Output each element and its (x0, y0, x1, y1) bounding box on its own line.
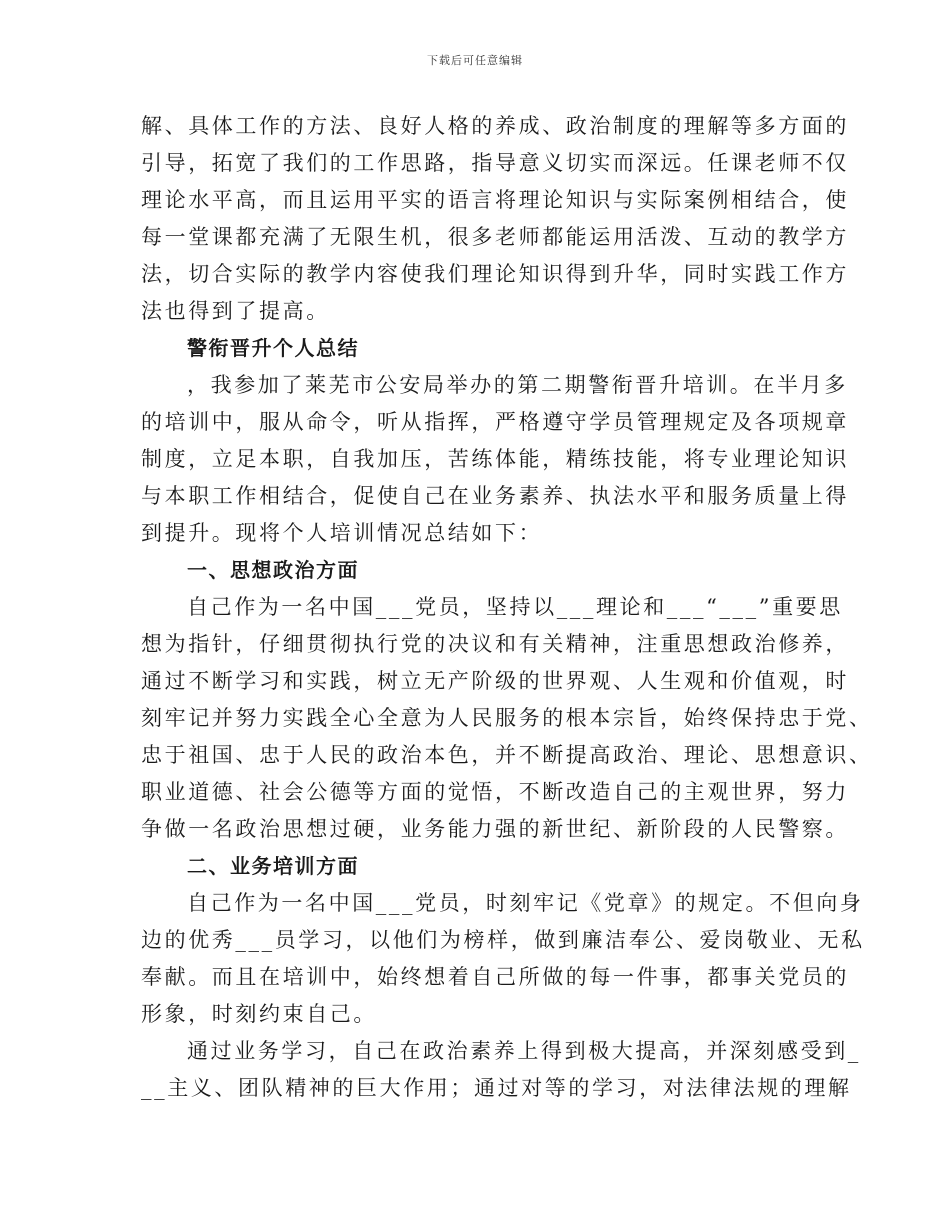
text-line: 刻牢记并努力实践全心全意为人民服务的根本宗旨，始终保持忠于党、 (141, 706, 873, 730)
text-line: 通过业务学习，自己在政治素养上得到极大提高，并深刻感受到_ (187, 1039, 861, 1063)
text-line: 形象，时刻约束自己。 (141, 1002, 377, 1026)
section-heading: 警衔晋升个人总结 (187, 336, 359, 360)
text-line: 解、具体工作的方法、良好人格的养成、政治制度的理解等多方面的 (141, 114, 849, 138)
text-line: 职业道德、社会公德等方面的觉悟，不断改造自己的主观世界，努力 (141, 780, 849, 804)
document-body (141, 108, 873, 1107)
text-line: 奉献。而且在培训中，始终想着自己所做的每一件事，都事关党员的 (141, 965, 849, 989)
text-line: 法，切合实际的教学内容使我们理论知识得到升华，同时实践工作方 (141, 262, 849, 286)
page-header: 下载后可任意编辑 (427, 54, 523, 67)
text-line: 的培训中，服从命令，听从指挥，严格遵守学员管理规定及各项规章 (141, 410, 849, 434)
text-line: 自己作为一名中国___党员，时刻牢记《党章》的规定。不但向身 (187, 891, 864, 915)
text-line: 理论水平高，而且运用平实的语言将理论知识与实际案例相结合，使 (141, 188, 849, 212)
text-line: 每一堂课都充满了无限生机，很多老师都能运用活泼、互动的教学方 (141, 225, 849, 249)
text-line: 争做一名政治思想过硬，业务能力强的新世纪、新阶段的人民警察。 (141, 817, 849, 841)
text-line: 通过不断学习和实践，树立无产阶级的世界观、人生观和价值观，时 (141, 669, 849, 693)
text-line: __主义、团队精神的巨大作用；通过对等的学习，对法律法规的理解 (141, 1076, 852, 1100)
text-line: 想为指针，仔细贯彻执行党的决议和有关精神，注重思想政治修养， (141, 632, 849, 656)
text-line: 法也得到了提高。 (141, 299, 330, 323)
section-heading: 二、业务培训方面 (187, 854, 359, 878)
text-line: 边的优秀___员学习，以他们为榜样，做到廉洁奉公、爱岗敬业、无私 (141, 928, 865, 952)
text-line: 制度，立足本职，自我加压，苦练体能，精练技能，将专业理论知识 (141, 447, 849, 471)
text-line: 引导，拓宽了我们的工作思路，指导意义切实而深远。任课老师不仅 (141, 151, 849, 175)
section-heading: 一、思想政治方面 (187, 558, 359, 582)
text-line: 自己作为一名中国___党员，坚持以___理论和___“___”重要思 (187, 595, 843, 619)
text-line: ，我参加了莱芜市公安局举办的第二期警衔晋升培训。在半月多 (187, 373, 848, 397)
text-line: 与本职工作相结合，促使自己在业务素养、执法水平和服务质量上得 (141, 484, 849, 508)
text-line: 到提升。现将个人培训情况总结如下： (141, 521, 543, 545)
text-line: 忠于祖国、忠于人民的政治本色，并不断提高政治、理论、思想意识、 (141, 743, 873, 767)
